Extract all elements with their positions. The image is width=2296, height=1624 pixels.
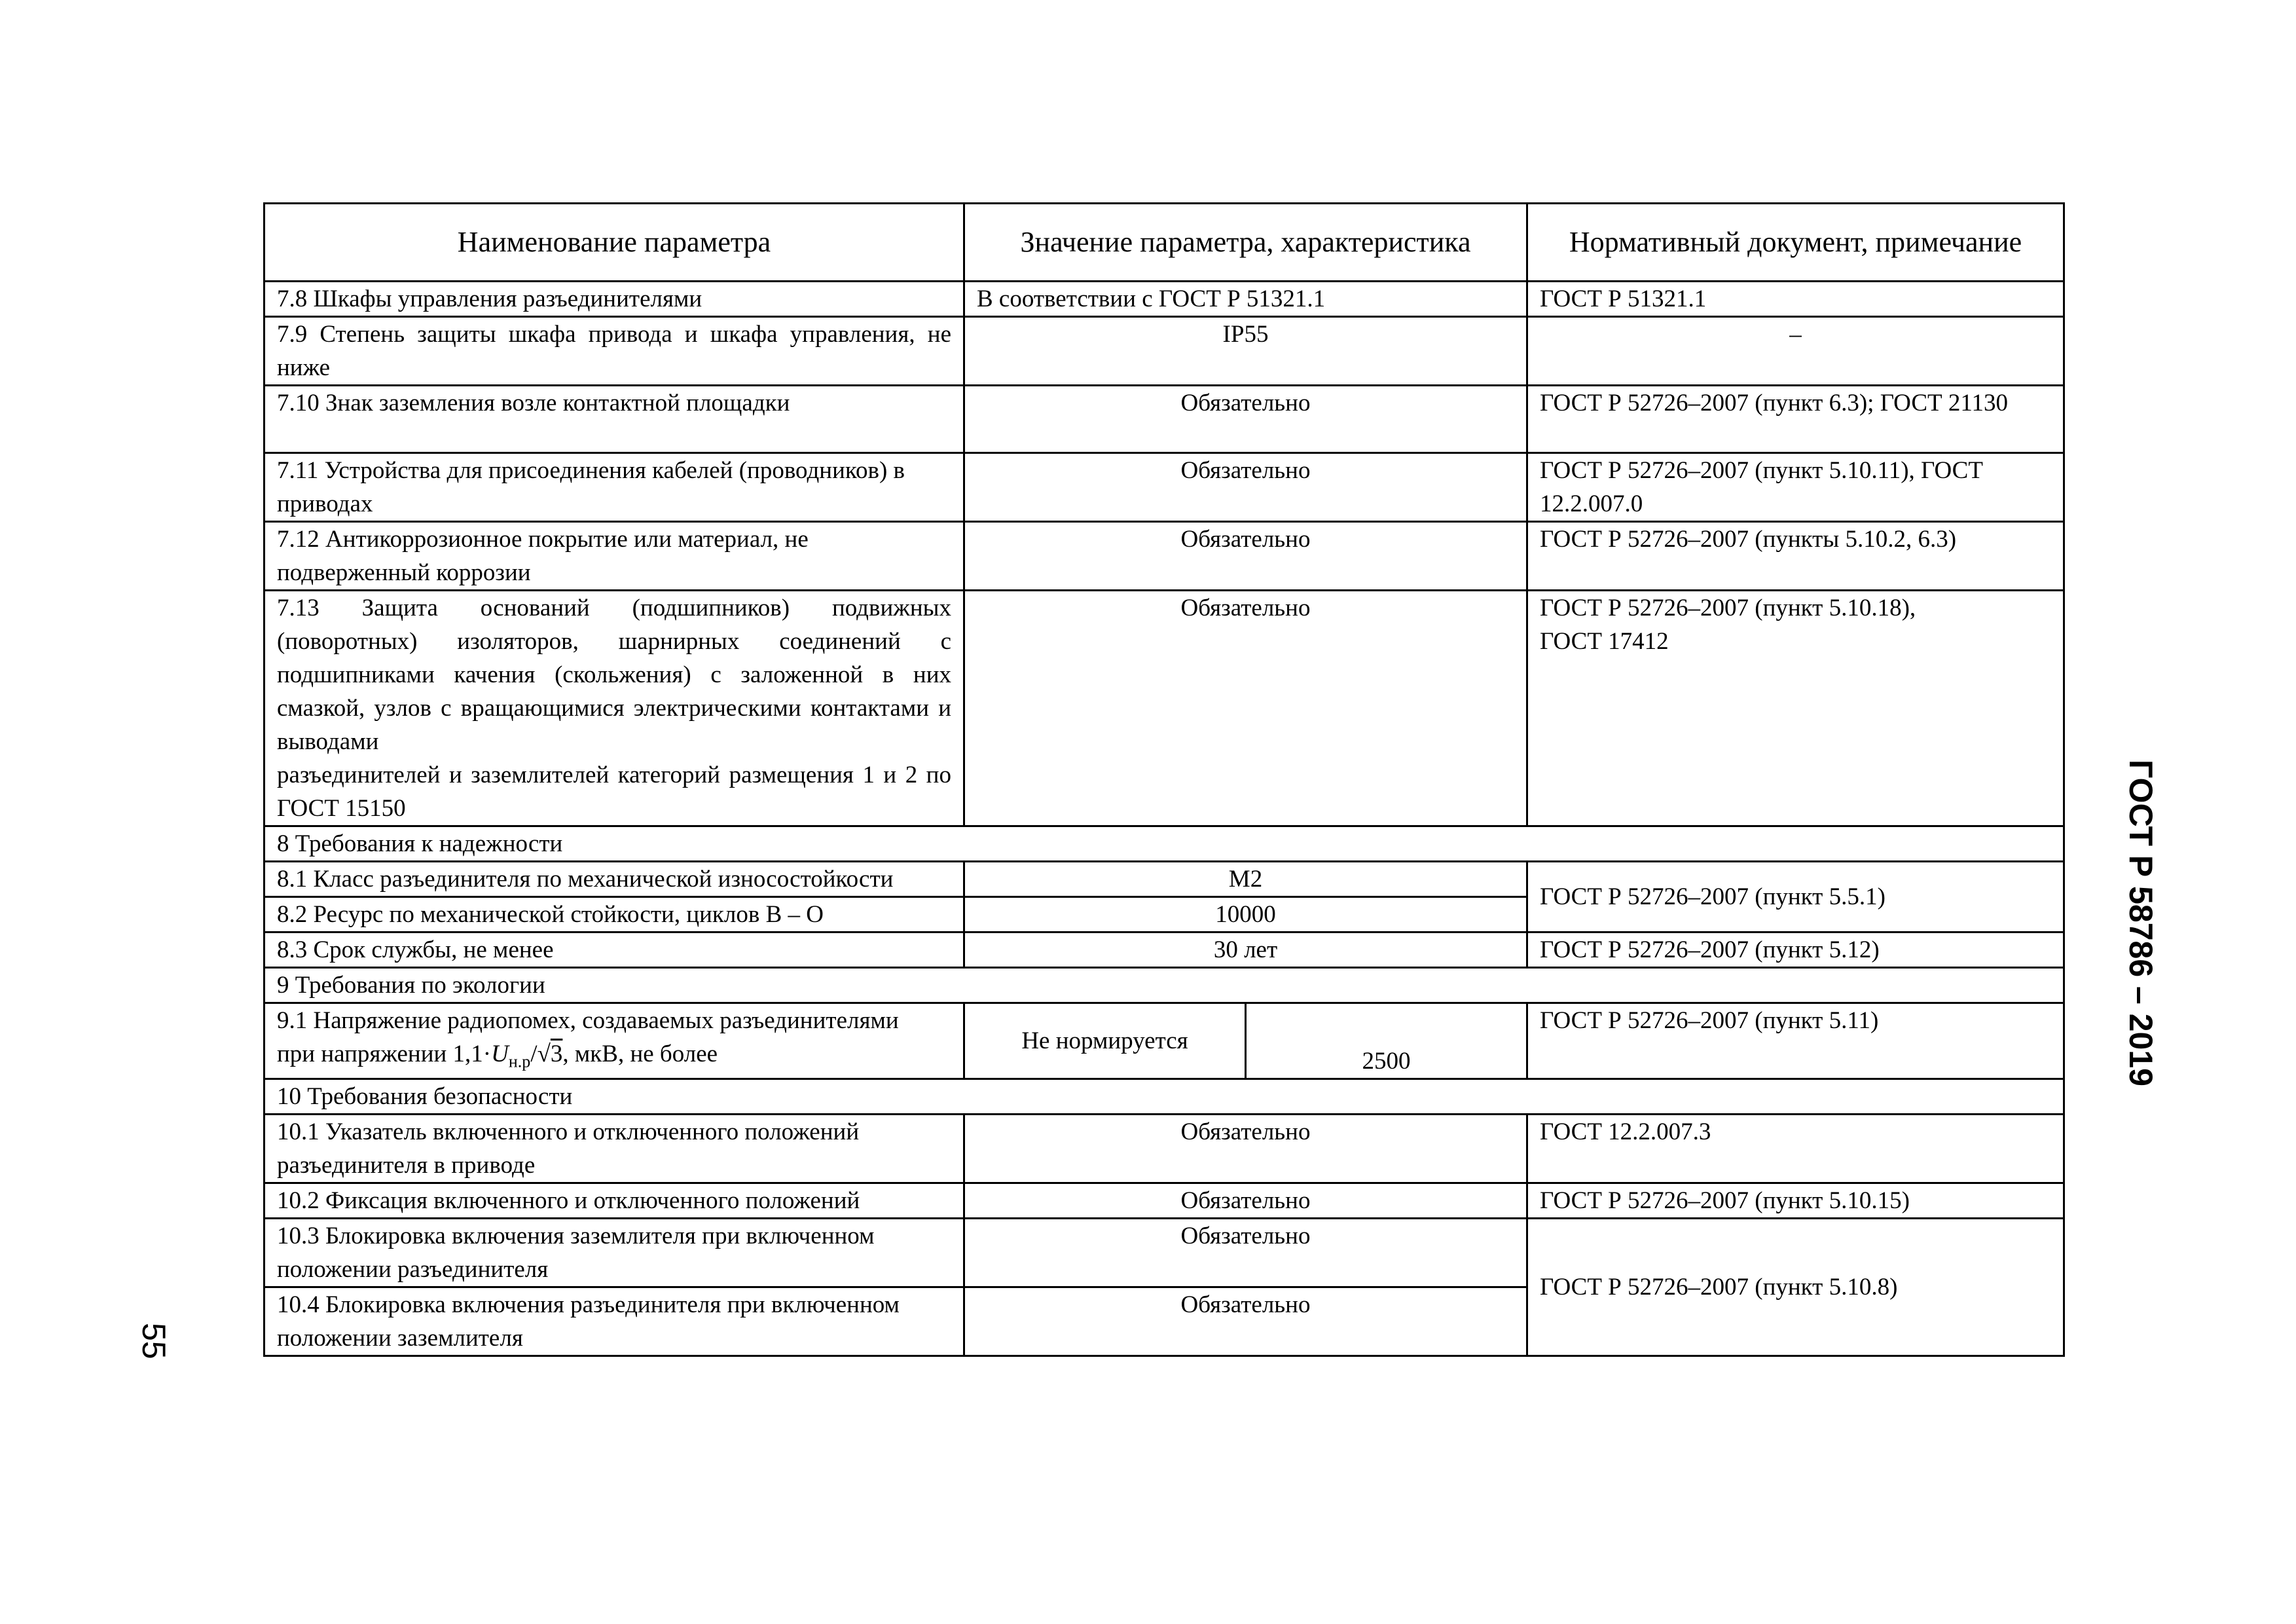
cell-name: 7.11 Устройства для присоединения кабелей (проводников) в приводах [264,453,964,522]
cell-doc: ГОСТ Р 52726–2007 (пункт 5.12) [1527,932,2064,968]
cell-name-part1: 7.13 Защита оснований (подшипников) подвижных (поворотных) изоляторов, шарнирных соединений с подшипниками качения (скольжения) с заложенной в них смазкой, узлов с вращающимися электрическими контактами и выводами [277,595,951,755]
header-normative-doc: Нормативный документ, примечание [1527,204,2064,282]
cell-name-part2: разъединителей и заземлителей категорий размещения 1 и 2 по ГОСТ 15150 [277,762,951,822]
section-heading: 8 Требования к надежности [264,826,2064,862]
cell-doc: ГОСТ Р 52726–2007 (пункт 5.11) [1527,1003,2064,1079]
cell-name: 10.1 Указатель включенного и отключенного положений разъединителя в приводе [264,1115,964,1183]
table-row [264,317,2064,386]
table-row [264,1003,2064,1079]
table-row [264,1183,2064,1219]
cell-value: Обязательно [964,522,1527,591]
page-number: 55 [136,1323,172,1359]
cell-name: 7.10 Знак заземления возле контактной площадки [264,386,964,453]
formula-voltage-symbol: U [491,1041,509,1067]
cell-doc-line1: ГОСТ Р 52726–2007 (пункт 5.10.18), [1540,595,1916,621]
section-row [264,1079,2064,1115]
formula-suffix: , мкВ, не более [562,1041,718,1067]
table-row [264,282,2064,317]
cell-doc: ГОСТ Р 52726–2007 (пункт 5.5.1) [1527,862,2064,932]
section-heading: 9 Требования по экологии [264,968,2064,1003]
cell-value: Обязательно [964,591,1527,826]
table-header-row [264,204,2064,282]
table-row [264,522,2064,591]
cell-name: 8.1 Класс разъединителя по механической износостойкости [264,862,964,897]
cell-value: Обязательно [964,1287,1527,1356]
cell-name: 7.8 Шкафы управления разъединителями [264,282,964,317]
cell-value-a: Не нормируется [964,1003,1246,1079]
cell-value: Обязательно [964,453,1527,522]
table-row [264,1219,2064,1287]
cell-name: 7.9 Степень защиты шкафа привода и шкафа управления, не ниже [264,317,964,386]
cell-name: 7.12 Антикоррозионное покрытие или материал, не подверженный коррозии [264,522,964,591]
cell-value-b: 2500 [1246,1003,1527,1079]
cell-doc: ГОСТ Р 52726–2007 (пункт 5.10.15) [1527,1183,2064,1219]
cell-name: 8.3 Срок службы, не менее [264,932,964,968]
formula-root-value: 3 [550,1041,563,1067]
sqrt-icon: √ [537,1041,551,1067]
cell-doc: ГОСТ Р 52726–2007 (пункт 5.10.11), ГОСТ 12.2.007.0 [1527,453,2064,522]
table-row [264,932,2064,968]
cell-doc: ГОСТ Р 51321.1 [1527,282,2064,317]
table-row [264,1115,2064,1183]
cell-doc: ГОСТ 12.2.007.3 [1527,1115,2064,1183]
section-row [264,826,2064,862]
formula-slash: / [530,1041,538,1067]
header-parameter-value: Значение параметра, характеристика [964,204,1527,282]
document-designation: ГОСТ Р 58786 – 2019 [2123,760,2159,1086]
section-heading: 10 Требования безопасности [264,1079,2064,1115]
table-row [264,386,2064,453]
cell-value: В соответствии с ГОСТ Р 51321.1 [964,282,1527,317]
cell-value: Обязательно [964,386,1527,453]
cell-value: Обязательно [964,1115,1527,1183]
cell-doc-line2: ГОСТ 17412 [1540,628,1669,655]
cell-doc: ГОСТ Р 52726–2007 (пункт 5.10.8) [1527,1219,2064,1356]
spec-table [263,202,2065,1357]
cell-name: 10.4 Блокировка включения разъединителя при включенном положении заземлителя [264,1287,964,1356]
table-row [264,453,2064,522]
cell-name-line2 [277,1037,951,1078]
cell-doc: ГОСТ Р 52726–2007 (пункт 6.3); ГОСТ 21130 [1527,386,2064,453]
header-parameter-name: Наименование параметра [264,204,964,282]
cell-name: 10.2 Фиксация включенного и отключенного положений [264,1183,964,1219]
cell-value: Обязательно [964,1219,1527,1287]
cell-doc: – [1527,317,2064,386]
cell-value: Обязательно [964,1183,1527,1219]
cell-doc: ГОСТ Р 52726–2007 (пункты 5.10.2, 6.3) [1527,522,2064,591]
formula-prefix: при напряжении 1,1· [277,1041,492,1067]
cell-doc [1527,591,2064,826]
section-row [264,968,2064,1003]
cell-name: 8.2 Ресурс по механической стойкости, циклов В – О [264,897,964,932]
cell-value: 30 лет [964,932,1527,968]
cell-name [264,591,964,826]
cell-name: 10.3 Блокировка включения заземлителя при включенном положении разъединителя [264,1219,964,1287]
table-row [264,862,2064,897]
cell-value: М2 [964,862,1527,897]
cell-name [264,1003,964,1079]
formula-subscript: н.р [508,1052,531,1071]
cell-name-line1: 9.1 Напряжение радиопомех, создаваемых разъединителями [277,1007,899,1034]
cell-value: IP55 [964,317,1527,386]
table-row [264,591,2064,826]
cell-value: 10000 [964,897,1527,932]
